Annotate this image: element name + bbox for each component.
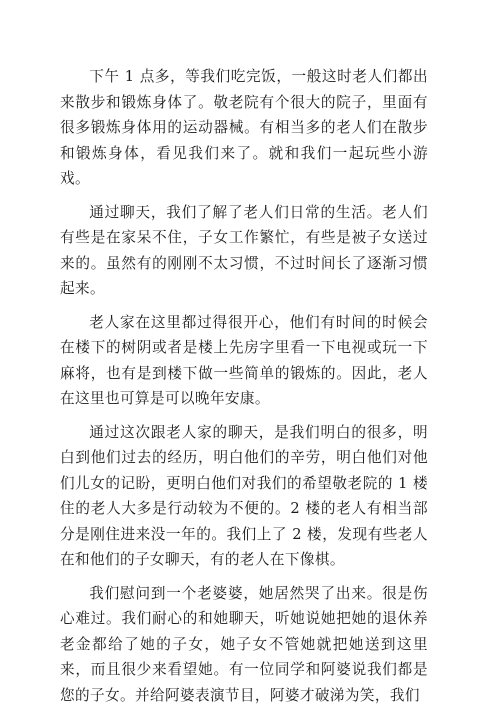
paragraph-4: 通过这次跟老人家的聊天，是我们明白的很多，明白到他们过去的经历，明白他们的辛劳，明白他们对他们儿女的记盼，更明白他们对我们的希望敬老院的 1 楼住的老人大多是行动较为不便的。2 楼的老人有相当部分是刚住进来没一年的。我们上了 2 楼，发现有些老人在和他们的子女聊天，有的老人在下像棋。 (60, 423, 428, 568)
paragraph-3: 老人家在这里都过得很开心，他们有时间的时候会在楼下的树阴或者是楼上先房字里看一下电视或玩一下麻将，也有是到楼下做一些简单的锻炼的。因此，老人在这里也可算是可以晚年安康。 (60, 313, 428, 407)
paragraph-2: 通过聊天，我们了解了老人们日常的生活。老人们有些是在家呆不住，子女工作繁忙，有些是被子女送过来的。虽然有的刚刚不太习惯，不过时间长了逐渐习惯起来。 (60, 203, 428, 297)
paragraph-1: 下午 1 点多，等我们吃完饭，一般这时老人们都出来散步和锻炼身体了。敬老院有个很大的院子，里面有很多锻炼身体用的运动器械。有相当多的老人们在散步和锻炼身体，看见我们来了。就和我们一起玩些小游戏。 (60, 68, 428, 187)
paragraph-5: 我们慰问到一个老婆婆，她居然哭了出来。很是伤心难过。我们耐心的和她聊天，听她说她把她的退休养老金都给了她的子女，她子女不管她就把她送到这里来，而且很少来看望她。有一位同学和阿婆说我们都是您的子女。并给阿婆表演节目，阿婆才破涕为笑，我们 (60, 584, 428, 704)
document-body (60, 64, 428, 716)
